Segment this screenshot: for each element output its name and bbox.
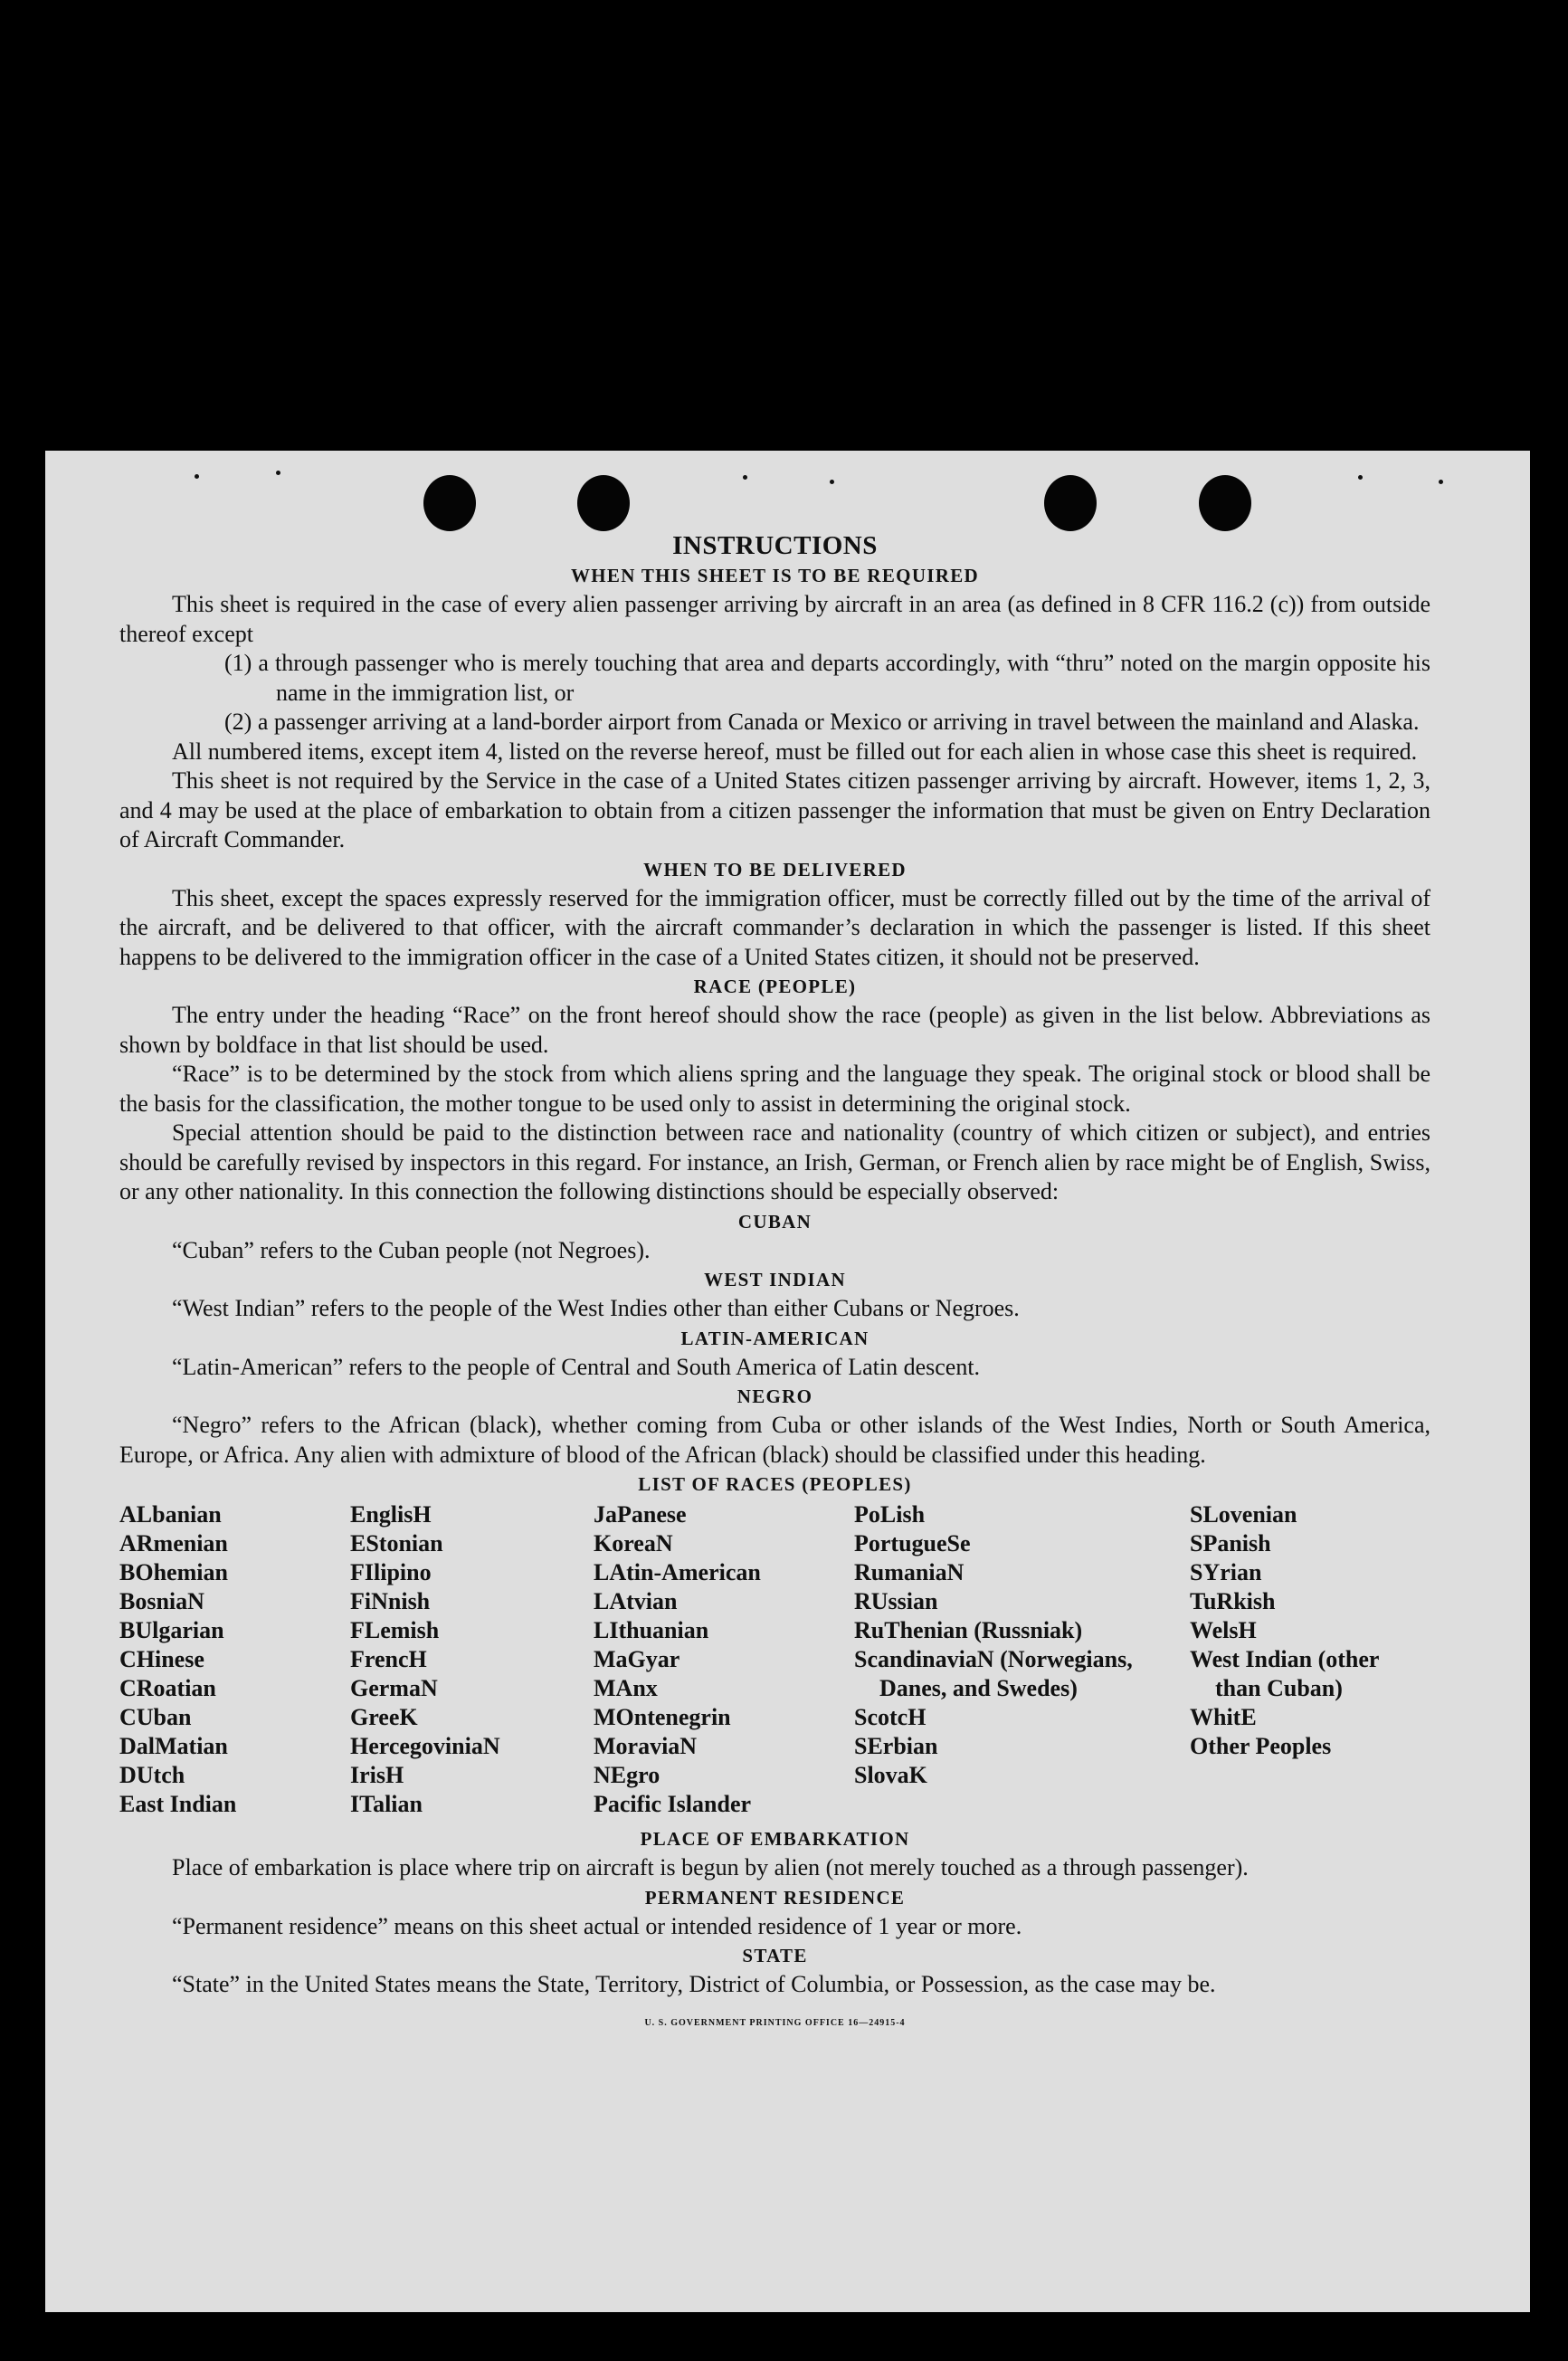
printer-imprint: U. S. GOVERNMENT PRINTING OFFICE 16—24915-4 <box>644 2017 906 2028</box>
heading-negro: NEGRO <box>736 1385 813 1407</box>
race-item: ALbanian <box>119 1501 222 1528</box>
speck <box>1439 480 1443 484</box>
race-item: WhitE <box>1190 1704 1257 1730</box>
race-column <box>1190 1500 1430 1819</box>
race-item: NEgro <box>594 1762 660 1788</box>
race-item: Pacific Islander <box>594 1791 752 1817</box>
heading-latin-american: LATIN-AMERICAN <box>680 1327 870 1349</box>
race-item: CUban <box>119 1704 192 1730</box>
race-item: RumaniaN <box>854 1559 965 1585</box>
race-item: PoLish <box>854 1501 926 1528</box>
paragraph: “Permanent residence” means on this sheet actual or intended residence of 1 year or more. <box>172 1912 1022 1939</box>
race-item: SlovaK <box>854 1762 927 1788</box>
race-item: RuThenian (Russniak) <box>854 1617 1083 1643</box>
race-item: ScandinaviaN (Norwegians, Danes, and Swedes) <box>854 1646 1133 1701</box>
race-item: KoreaN <box>594 1530 673 1557</box>
heading-state: STATE <box>742 1945 808 1966</box>
document-body <box>119 530 1430 2038</box>
speck <box>743 475 747 480</box>
race-item: EnglisH <box>350 1501 432 1528</box>
race-item: SErbian <box>854 1733 938 1759</box>
race-item: MOntenegrin <box>594 1704 731 1730</box>
race-item: IrisH <box>350 1762 404 1788</box>
speck <box>830 480 834 484</box>
race-item: FiNnish <box>350 1588 431 1614</box>
punch-hole <box>577 475 630 531</box>
punch-hole <box>423 475 476 531</box>
heading-cuban: CUBAN <box>737 1210 813 1233</box>
race-item: CRoatian <box>119 1675 216 1701</box>
heading-list-of-races: LIST OF RACES (PEOPLES) <box>638 1473 912 1495</box>
heading-when-required: WHEN THIS SHEET IS TO BE REQUIRED <box>570 565 979 586</box>
race-item: BosniaN <box>119 1588 204 1614</box>
race-item: CHinese <box>119 1646 204 1672</box>
race-item: EStonian <box>350 1530 443 1557</box>
race-item: GermaN <box>350 1675 438 1701</box>
race-item: West Indian (other than Cuban) <box>1190 1646 1379 1701</box>
race-item: BOhemian <box>119 1559 228 1585</box>
speck <box>1358 475 1363 480</box>
race-item: RUssian <box>854 1588 938 1614</box>
punch-hole <box>1044 475 1097 531</box>
race-item: MaGyar <box>594 1646 680 1672</box>
race-column <box>854 1500 1190 1819</box>
heading-when-delivered: WHEN TO BE DELIVERED <box>643 858 907 881</box>
paragraph: This sheet, except the spaces expressly reserved for the immigration officer, must be correctly filled out by the time of the arrival of the aircraft, and be delivered to that officer, with the aircraft commander’s declaration in which the passenger is listed. If this sheet happens to be delivered to the immigration officer in the case of a United States citizen, it should not be preserved. <box>119 884 1430 970</box>
race-item: SPanish <box>1190 1530 1271 1557</box>
race-item: WelsH <box>1190 1617 1257 1643</box>
race-item: East Indian <box>119 1791 237 1817</box>
race-item: ARmenian <box>119 1530 228 1557</box>
race-item: ITalian <box>350 1791 423 1817</box>
page-title: INSTRUCTIONS <box>672 531 878 560</box>
race-item: LIthuanian <box>594 1617 709 1643</box>
paragraph: “State” in the United States means the State, Territory, District of Columbia, or Possession, as the case may be. <box>172 1971 1216 1997</box>
heading-residence: PERMANENT RESIDENCE <box>644 1886 906 1909</box>
race-item: DUtch <box>119 1762 185 1788</box>
paragraph: All numbered items, except item 4, listed on the reverse hereof, must be filled out for each alien in whose case this sheet is required. <box>172 738 1418 765</box>
heading-race: RACE (PEOPLE) <box>693 976 857 997</box>
race-item: SLovenian <box>1190 1501 1297 1528</box>
paragraph: This sheet is required in the case of every alien passenger arriving by aircraft in an area (as defined in 8 CFR 116.2 (c)) from outside thereof except <box>119 591 1430 647</box>
heading-west-indian: WEST INDIAN <box>704 1269 846 1290</box>
paragraph: The entry under the heading “Race” on the front hereof should show the race (people) as given in the list below. Abbreviations as shown by boldface in that list should be used. <box>119 1002 1430 1058</box>
race-column <box>119 1500 350 1819</box>
paragraph: Place of embarkation is place where trip on aircraft is begun by alien (not merely touched as a through passenger). <box>172 1854 1249 1880</box>
race-item: FIlipino <box>350 1559 432 1585</box>
heading-embarkation: PLACE OF EMBARKATION <box>640 1828 910 1850</box>
race-item: MoraviaN <box>594 1733 698 1759</box>
race-item: ScotcH <box>854 1704 927 1730</box>
speck <box>276 471 280 475</box>
race-item: HercegoviniaN <box>350 1733 500 1759</box>
paragraph: “West Indian” refers to the people of the West Indies other than either Cubans or Negroes. <box>172 1295 1020 1321</box>
race-item: GreeK <box>350 1704 418 1730</box>
race-item: PortugueSe <box>854 1530 971 1557</box>
race-item: BUlgarian <box>119 1617 224 1643</box>
race-item: FrencH <box>350 1646 427 1672</box>
race-column <box>350 1500 594 1819</box>
race-item: FLemish <box>350 1617 440 1643</box>
paragraph: “Negro” refers to the African (black), whether coming from Cuba or other islands of the West Indies, North or South America, Europe, or Africa. Any alien with admixture of blood of the African (black) should be classified under this heading. <box>119 1412 1430 1468</box>
instruction-sheet <box>45 451 1530 2312</box>
paragraph: “Cuban” refers to the Cuban people (not Negroes). <box>172 1236 651 1263</box>
list-item: (1) a through passenger who is merely touching that area and departs accordingly, with “thru” noted on the margin opposite his name in the immigration list, or <box>224 650 1430 706</box>
race-item: MAnx <box>594 1675 658 1701</box>
race-item: LAtin-American <box>594 1559 761 1585</box>
paragraph: “Race” is to be determined by the stock from which aliens spring and the language they speak. The original stock or blood shall be the basis for the classification, the mother tongue to be used only to assist in determining the original stock. <box>119 1061 1430 1117</box>
speck <box>195 474 199 479</box>
paragraph: This sheet is not required by the Service in the case of a United States citizen passenger arriving by aircraft. However, items 1, 2, 3, and 4 may be used at the place of embarkation to obtain from a citizen passenger the information that must be given on Entry Declaration of Aircraft Commander. <box>119 767 1430 852</box>
race-item: LAtvian <box>594 1588 678 1614</box>
race-item: JaPanese <box>594 1501 687 1528</box>
paragraph: Special attention should be paid to the distinction between race and nationality (country of which citizen or subject), and entries should be carefully revised by inspectors in this regard. For instance, an Irish, German, or French alien by race might be of English, Swiss, or any other nationality. In this connection the following distinctions should be especially observed: <box>119 1119 1430 1204</box>
punch-hole <box>1199 475 1251 531</box>
list-item: (2) a passenger arriving at a land-border airport from Canada or Mexico or arriving in travel between the mainland and Alaska. <box>224 709 1420 735</box>
race-item: DalMatian <box>119 1733 228 1759</box>
race-item: Other Peoples <box>1190 1733 1332 1759</box>
race-item: TuRkish <box>1190 1588 1276 1614</box>
race-item: SYrian <box>1190 1559 1262 1585</box>
paragraph: “Latin-American” refers to the people of Central and South America of Latin descent. <box>172 1353 981 1380</box>
race-column <box>594 1500 854 1819</box>
race-list <box>119 1500 1430 1819</box>
